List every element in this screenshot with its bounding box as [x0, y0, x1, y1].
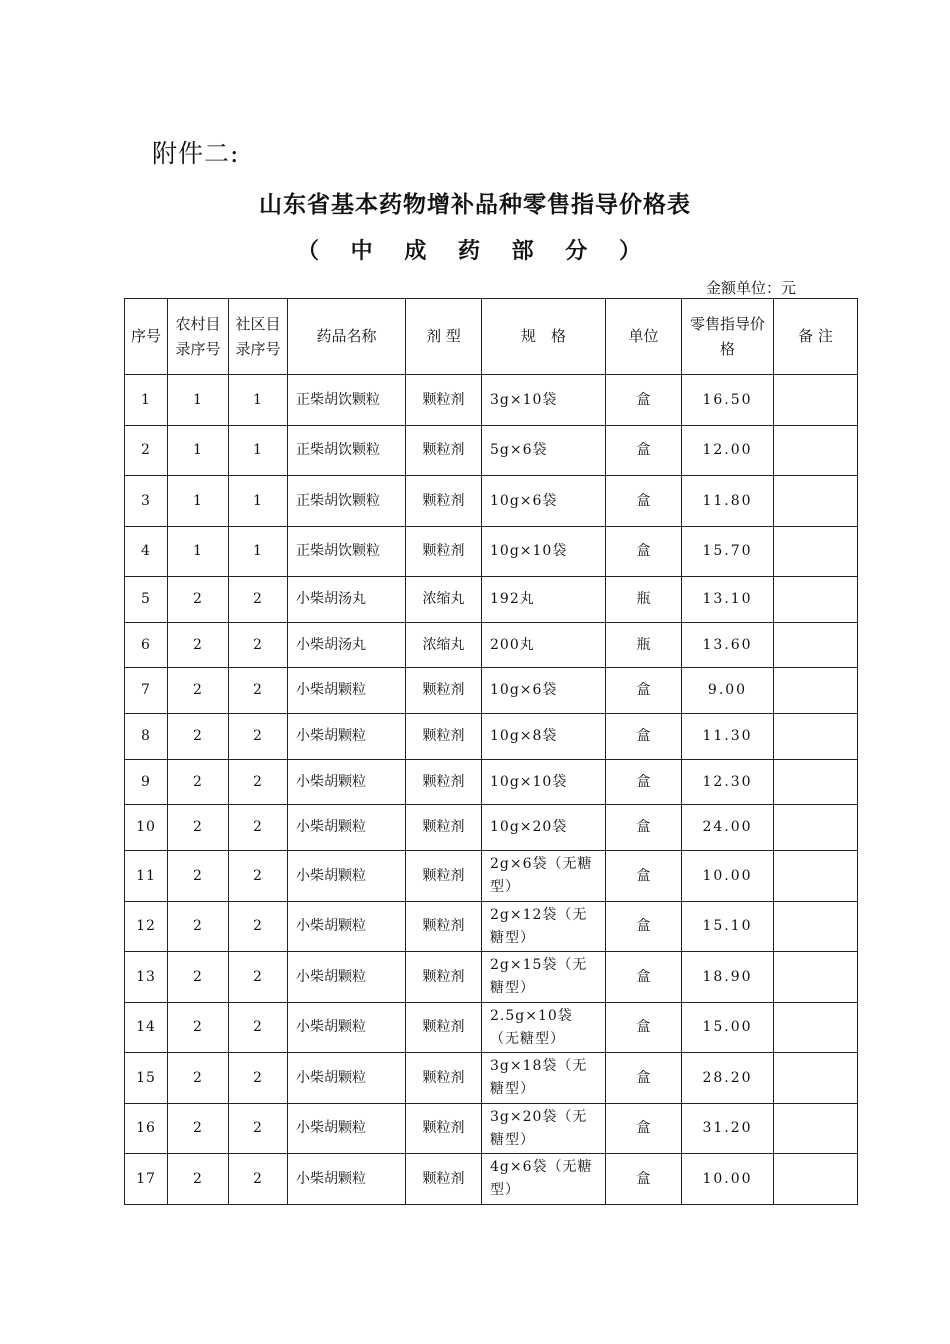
cell-community-catalog-no: 2: [229, 623, 288, 668]
cell-specification: 200丸: [482, 623, 606, 668]
cell-dosage-form: 颗粒剂: [406, 1154, 482, 1205]
cell-seq: 13: [125, 952, 168, 1003]
header-unit: 单位: [606, 299, 682, 375]
cell-dosage-form: 颗粒剂: [406, 851, 482, 902]
cell-specification: 3g×10袋: [482, 375, 606, 426]
cell-community-catalog-no: 1: [229, 375, 288, 426]
cell-community-catalog-no: 2: [229, 577, 288, 623]
cell-specification: 2g×6袋（无糖型）: [482, 851, 606, 902]
cell-rural-catalog-no: 1: [168, 375, 229, 426]
cell-retail-price: 31.20: [682, 1104, 774, 1154]
cell-specification: 10g×8袋: [482, 714, 606, 760]
cell-unit: 盒: [606, 851, 682, 902]
table-body: [125, 375, 858, 1205]
cell-community-catalog-no: 2: [229, 760, 288, 805]
cell-dosage-form: 颗粒剂: [406, 375, 482, 426]
cell-retail-price: 15.10: [682, 902, 774, 952]
cell-drug-name: 小柴胡颗粒: [288, 714, 406, 760]
cell-seq: 12: [125, 902, 168, 952]
cell-dosage-form: 颗粒剂: [406, 668, 482, 714]
table-row: [125, 902, 858, 952]
table-row: [125, 426, 858, 476]
cell-rural-catalog-no: 1: [168, 476, 229, 527]
cell-seq: 7: [125, 668, 168, 714]
cell-seq: 17: [125, 1154, 168, 1205]
cell-retail-price: 11.30: [682, 714, 774, 760]
cell-remarks: [774, 851, 858, 902]
cell-community-catalog-no: 2: [229, 1053, 288, 1104]
cell-remarks: [774, 760, 858, 805]
cell-unit: 盒: [606, 714, 682, 760]
cell-specification: 10g×10袋: [482, 527, 606, 577]
table-row: [125, 476, 858, 527]
cell-seq: 8: [125, 714, 168, 760]
cell-specification: 2g×12袋（无糖型）: [482, 902, 606, 952]
cell-retail-price: 12.00: [682, 426, 774, 476]
cell-rural-catalog-no: 1: [168, 527, 229, 577]
cell-community-catalog-no: 1: [229, 476, 288, 527]
cell-specification: 10g×10袋: [482, 760, 606, 805]
cell-specification: 192丸: [482, 577, 606, 623]
cell-community-catalog-no: 2: [229, 902, 288, 952]
cell-remarks: [774, 527, 858, 577]
cell-remarks: [774, 1053, 858, 1104]
currency-unit-note: 金额单位：元: [706, 279, 797, 297]
cell-specification: 5g×6袋: [482, 426, 606, 476]
cell-unit: 瓶: [606, 577, 682, 623]
cell-community-catalog-no: 2: [229, 668, 288, 714]
cell-specification: 10g×6袋: [482, 476, 606, 527]
cell-drug-name: 小柴胡颗粒: [288, 805, 406, 851]
header-seq: 序号: [125, 299, 168, 375]
document-subtitle: （ 中 成 药 部 分 ）: [297, 239, 653, 264]
cell-rural-catalog-no: 2: [168, 714, 229, 760]
cell-rural-catalog-no: 2: [168, 952, 229, 1003]
header-retail-price: 零售指导价格: [682, 299, 774, 375]
table-row: [125, 577, 858, 623]
cell-rural-catalog-no: 2: [168, 623, 229, 668]
cell-rural-catalog-no: 1: [168, 426, 229, 476]
cell-remarks: [774, 476, 858, 527]
cell-specification: 2.5g×10袋（无糖型）: [482, 1003, 606, 1053]
cell-drug-name: 小柴胡颗粒: [288, 851, 406, 902]
cell-drug-name: 小柴胡颗粒: [288, 952, 406, 1003]
cell-community-catalog-no: 2: [229, 851, 288, 902]
table-row: [125, 760, 858, 805]
cell-retail-price: 24.00: [682, 805, 774, 851]
table-row: [125, 1003, 858, 1053]
header-specification: 规 格: [482, 299, 606, 375]
cell-retail-price: 13.10: [682, 577, 774, 623]
cell-rural-catalog-no: 2: [168, 668, 229, 714]
cell-seq: 14: [125, 1003, 168, 1053]
cell-drug-name: 小柴胡颗粒: [288, 668, 406, 714]
table-row: [125, 1053, 858, 1104]
cell-community-catalog-no: 2: [229, 1003, 288, 1053]
cell-unit: 盒: [606, 1104, 682, 1154]
cell-unit: 盒: [606, 1053, 682, 1104]
cell-drug-name: 小柴胡汤丸: [288, 577, 406, 623]
cell-dosage-form: 颗粒剂: [406, 476, 482, 527]
header-drug-name: 药品名称: [288, 299, 406, 375]
cell-drug-name: 小柴胡颗粒: [288, 902, 406, 952]
header-rural-catalog-no: 农村目录序号: [168, 299, 229, 375]
cell-dosage-form: 颗粒剂: [406, 714, 482, 760]
cell-remarks: [774, 623, 858, 668]
cell-seq: 5: [125, 577, 168, 623]
cell-seq: 1: [125, 375, 168, 426]
table-row: [125, 1104, 858, 1154]
cell-remarks: [774, 952, 858, 1003]
table-row: [125, 714, 858, 760]
cell-rural-catalog-no: 2: [168, 1053, 229, 1104]
cell-specification: 2g×15袋（无糖型）: [482, 952, 606, 1003]
cell-seq: 16: [125, 1104, 168, 1154]
cell-dosage-form: 颗粒剂: [406, 902, 482, 952]
cell-dosage-form: 颗粒剂: [406, 1003, 482, 1053]
cell-community-catalog-no: 1: [229, 426, 288, 476]
cell-unit: 盒: [606, 668, 682, 714]
cell-community-catalog-no: 1: [229, 527, 288, 577]
cell-specification: 3g×20袋（无糖型）: [482, 1104, 606, 1154]
cell-community-catalog-no: 2: [229, 1104, 288, 1154]
table-row: [125, 1154, 858, 1205]
cell-retail-price: 10.00: [682, 851, 774, 902]
cell-specification: 10g×6袋: [482, 668, 606, 714]
cell-rural-catalog-no: 2: [168, 851, 229, 902]
cell-community-catalog-no: 2: [229, 952, 288, 1003]
cell-retail-price: 15.70: [682, 527, 774, 577]
cell-drug-name: 小柴胡汤丸: [288, 623, 406, 668]
cell-seq: 6: [125, 623, 168, 668]
cell-retail-price: 16.50: [682, 375, 774, 426]
cell-rural-catalog-no: 2: [168, 1154, 229, 1205]
cell-unit: 盒: [606, 1003, 682, 1053]
cell-retail-price: 15.00: [682, 1003, 774, 1053]
cell-seq: 4: [125, 527, 168, 577]
cell-remarks: [774, 375, 858, 426]
cell-drug-name: 正柴胡饮颗粒: [288, 476, 406, 527]
cell-unit: 盒: [606, 426, 682, 476]
table-row: [125, 527, 858, 577]
table-row: [125, 623, 858, 668]
cell-specification: 3g×18袋（无糖型）: [482, 1053, 606, 1104]
cell-retail-price: 9.00: [682, 668, 774, 714]
header-row: [125, 299, 858, 375]
cell-seq: 9: [125, 760, 168, 805]
cell-drug-name: 小柴胡颗粒: [288, 1053, 406, 1104]
cell-retail-price: 12.30: [682, 760, 774, 805]
cell-remarks: [774, 1003, 858, 1053]
cell-rural-catalog-no: 2: [168, 1104, 229, 1154]
cell-seq: 10: [125, 805, 168, 851]
cell-unit: 盒: [606, 760, 682, 805]
cell-community-catalog-no: 2: [229, 805, 288, 851]
cell-dosage-form: 浓缩丸: [406, 623, 482, 668]
cell-community-catalog-no: 2: [229, 1154, 288, 1205]
cell-unit: 盒: [606, 375, 682, 426]
cell-dosage-form: 浓缩丸: [406, 577, 482, 623]
cell-retail-price: 28.20: [682, 1053, 774, 1104]
cell-rural-catalog-no: 2: [168, 902, 229, 952]
cell-drug-name: 小柴胡颗粒: [288, 1154, 406, 1205]
cell-unit: 瓶: [606, 623, 682, 668]
cell-unit: 盒: [606, 902, 682, 952]
cell-drug-name: 正柴胡饮颗粒: [288, 527, 406, 577]
cell-drug-name: 正柴胡饮颗粒: [288, 426, 406, 476]
cell-rural-catalog-no: 2: [168, 805, 229, 851]
cell-seq: 11: [125, 851, 168, 902]
table-row: [125, 375, 858, 426]
price-table: [124, 298, 858, 1205]
cell-remarks: [774, 1154, 858, 1205]
cell-unit: 盒: [606, 952, 682, 1003]
cell-remarks: [774, 714, 858, 760]
cell-dosage-form: 颗粒剂: [406, 805, 482, 851]
cell-drug-name: 小柴胡颗粒: [288, 1104, 406, 1154]
attachment-label: 附件二:: [152, 139, 240, 168]
cell-remarks: [774, 577, 858, 623]
cell-retail-price: 13.60: [682, 623, 774, 668]
cell-dosage-form: 颗粒剂: [406, 760, 482, 805]
cell-unit: 盒: [606, 1154, 682, 1205]
cell-remarks: [774, 902, 858, 952]
header-remarks: 备 注: [774, 299, 858, 375]
cell-dosage-form: 颗粒剂: [406, 1104, 482, 1154]
cell-specification: 4g×6袋（无糖型）: [482, 1154, 606, 1205]
cell-remarks: [774, 805, 858, 851]
cell-unit: 盒: [606, 527, 682, 577]
cell-remarks: [774, 668, 858, 714]
header-community-catalog-no: 社区目录序号: [229, 299, 288, 375]
cell-dosage-form: 颗粒剂: [406, 426, 482, 476]
cell-specification: 10g×20袋: [482, 805, 606, 851]
cell-retail-price: 11.80: [682, 476, 774, 527]
cell-rural-catalog-no: 2: [168, 577, 229, 623]
cell-seq: 3: [125, 476, 168, 527]
cell-retail-price: 10.00: [682, 1154, 774, 1205]
header-dosage-form: 剂 型: [406, 299, 482, 375]
table-row: [125, 851, 858, 902]
cell-drug-name: 小柴胡颗粒: [288, 1003, 406, 1053]
cell-rural-catalog-no: 2: [168, 1003, 229, 1053]
document-title: 山东省基本药物增补品种零售指导价格表: [259, 192, 691, 218]
cell-dosage-form: 颗粒剂: [406, 527, 482, 577]
table-row: [125, 805, 858, 851]
cell-seq: 2: [125, 426, 168, 476]
cell-dosage-form: 颗粒剂: [406, 952, 482, 1003]
cell-retail-price: 18.90: [682, 952, 774, 1003]
cell-unit: 盒: [606, 805, 682, 851]
cell-dosage-form: 颗粒剂: [406, 1053, 482, 1104]
cell-drug-name: 小柴胡颗粒: [288, 760, 406, 805]
cell-rural-catalog-no: 2: [168, 760, 229, 805]
cell-unit: 盒: [606, 476, 682, 527]
table-row: [125, 952, 858, 1003]
cell-community-catalog-no: 2: [229, 714, 288, 760]
cell-seq: 15: [125, 1053, 168, 1104]
cell-remarks: [774, 1104, 858, 1154]
cell-remarks: [774, 426, 858, 476]
table-row: [125, 668, 858, 714]
cell-drug-name: 正柴胡饮颗粒: [288, 375, 406, 426]
